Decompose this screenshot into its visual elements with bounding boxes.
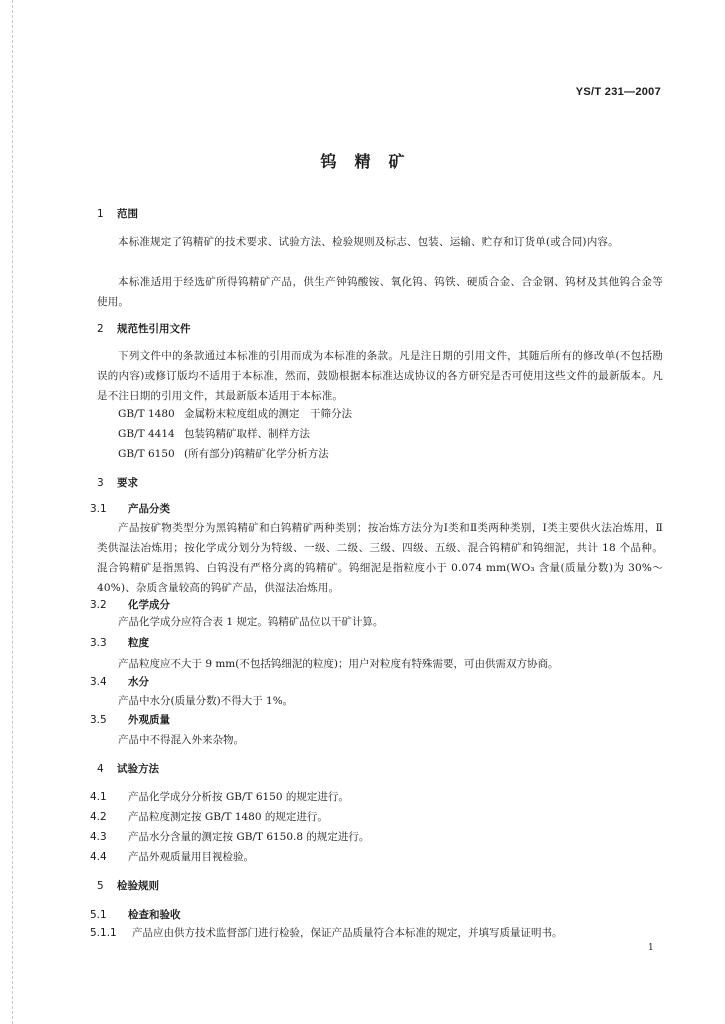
reference-code: GB/T 1480 <box>118 408 175 420</box>
standard-code: YS/T 231—2007 <box>575 86 661 98</box>
subsection-3-1-paragraph: 产品按矿物类型分为黑钨精矿和白钨精矿两种类别；按冶炼方法分为Ⅰ类和Ⅱ类两种类别，Ⅰ类主要供火法冶炼用，Ⅱ类供湿法冶炼用；按化学成分划分为特级、一级、二级、三级、四级、五级、混合钨精矿和钨细泥，共计 18 个品种。混合钨精矿是指黑钨、白钨没有严格分离的钨精矿。钨细泥是指粒度小于 0.074 mm(WO₃ 含量(质量分数)为 30%～40%)、杂质含量较高的钨矿产品，供湿法冶炼用。 <box>97 522 663 594</box>
page-number: 1 <box>648 943 654 953</box>
subsection-number: 3.2 <box>90 599 107 611</box>
subsection-title: 粒度 <box>128 637 149 649</box>
item-text: 产品应由供方技术监督部门进行检验，保证产品质量符合本标准的规定，并填写质量证明书。 <box>132 927 563 939</box>
subsection-title: 水分 <box>128 676 149 688</box>
subsection-number: 3.5 <box>90 714 107 726</box>
section-title: 范围 <box>117 208 138 220</box>
section-3-heading <box>97 475 138 490</box>
test-method-item <box>90 849 254 864</box>
subsection-3-3-paragraph: 产品粒度应不大于 9 mm(不包括钨细泥的粒度)；用户对粒度有特殊需要，可由供需双方协商。 <box>118 658 559 670</box>
item-text: 产品水分含量的测定按 GB/T 6150.8 的规定进行。 <box>128 831 370 843</box>
subsection-title: 检查和验收 <box>128 909 181 921</box>
item-number: 4.2 <box>90 811 107 823</box>
subsection-3-2-paragraph: 产品化学成分应符合表 1 规定。钨精矿品位以干矿计算。 <box>118 616 384 628</box>
subsection-3-5-heading <box>90 712 170 727</box>
section-number: 3 <box>97 477 104 489</box>
section-4-heading <box>97 761 159 776</box>
subsection-3-1-heading <box>90 501 170 516</box>
section-2-paragraph-1: 下列文件中的条款通过本标准的引用而成为本标准的条款。凡是注日期的引用文件，其随后所有的修改单(不包括勘误的内容)或修订版均不适用于本标准，然而，鼓励根据本标准达成协议的各方研究是否可使用这些文件的最新版本。凡是不注日期的引用文件，其最新版本适用于本标准。 <box>97 350 663 402</box>
test-method-item <box>90 789 349 804</box>
reference-code: GB/T 6150 <box>118 448 175 460</box>
reference-item <box>118 406 352 421</box>
section-title: 试验方法 <box>117 763 159 775</box>
subsection-3-4-heading <box>90 674 149 689</box>
subsection-5-1-1-paragraph <box>90 925 563 940</box>
item-number: 4.3 <box>90 831 107 843</box>
reference-title: 金属粉末粒度组成的测定 干筛分法 <box>184 408 352 420</box>
test-method-item <box>90 829 369 844</box>
section-number: 4 <box>97 763 104 775</box>
section-1-heading <box>97 206 138 221</box>
subsection-number: 3.4 <box>90 676 107 688</box>
reference-item <box>118 446 329 461</box>
item-number: 5.1.1 <box>90 927 117 939</box>
reference-title: (所有部分)钨精矿化学分析方法 <box>184 448 329 460</box>
subsection-title: 产品分类 <box>128 503 170 515</box>
subsection-3-5-paragraph: 产品中不得混入外来杂物。 <box>118 734 244 746</box>
item-text: 产品外观质量用目视检验。 <box>128 851 254 863</box>
subsection-3-3-heading <box>90 635 149 650</box>
section-title: 要求 <box>117 477 138 489</box>
subsection-3-4-paragraph: 产品中水分(质量分数)不得大于 1%。 <box>118 695 294 707</box>
section-1-paragraph-1: 本标准规定了钨精矿的技术要求、试验方法、检验规则及标志、包装、运输、贮存和订货单(或合同)内容。 <box>118 236 619 248</box>
subsection-number: 3.1 <box>90 503 107 515</box>
subsection-title: 外观质量 <box>128 714 170 726</box>
item-text: 产品粒度测定按 GB/T 1480 的规定进行。 <box>128 811 328 823</box>
section-1-paragraph-2: 本标准适用于经选矿所得钨精矿产品，供生产钟钨酸铵、氧化钨、钨铁、硬质合金、合金钢、钨材及其他钨合金等使用。 <box>97 276 663 308</box>
test-method-item <box>90 809 328 824</box>
reference-title: 包装钨精矿取样、制样方法 <box>184 428 310 440</box>
item-number: 4.4 <box>90 851 107 863</box>
subsection-number: 5.1 <box>90 909 107 921</box>
section-number: 2 <box>97 323 104 335</box>
subsection-5-1-heading <box>90 907 181 922</box>
item-number: 4.1 <box>90 791 107 803</box>
item-text: 产品化学成分分析按 GB/T 6150 的规定进行。 <box>128 791 349 803</box>
subsection-title: 化学成分 <box>128 599 170 611</box>
subsection-3-2-heading <box>90 597 170 612</box>
section-title: 检验规则 <box>117 880 159 892</box>
section-number: 5 <box>97 880 104 892</box>
section-5-heading <box>97 878 159 893</box>
subsection-number: 3.3 <box>90 637 107 649</box>
section-2-heading <box>97 321 191 336</box>
reference-code: GB/T 4414 <box>118 428 175 440</box>
section-number: 1 <box>97 208 104 220</box>
document-title: 钨精矿 <box>320 152 423 171</box>
section-title: 规范性引用文件 <box>117 323 191 335</box>
reference-item <box>118 426 310 441</box>
